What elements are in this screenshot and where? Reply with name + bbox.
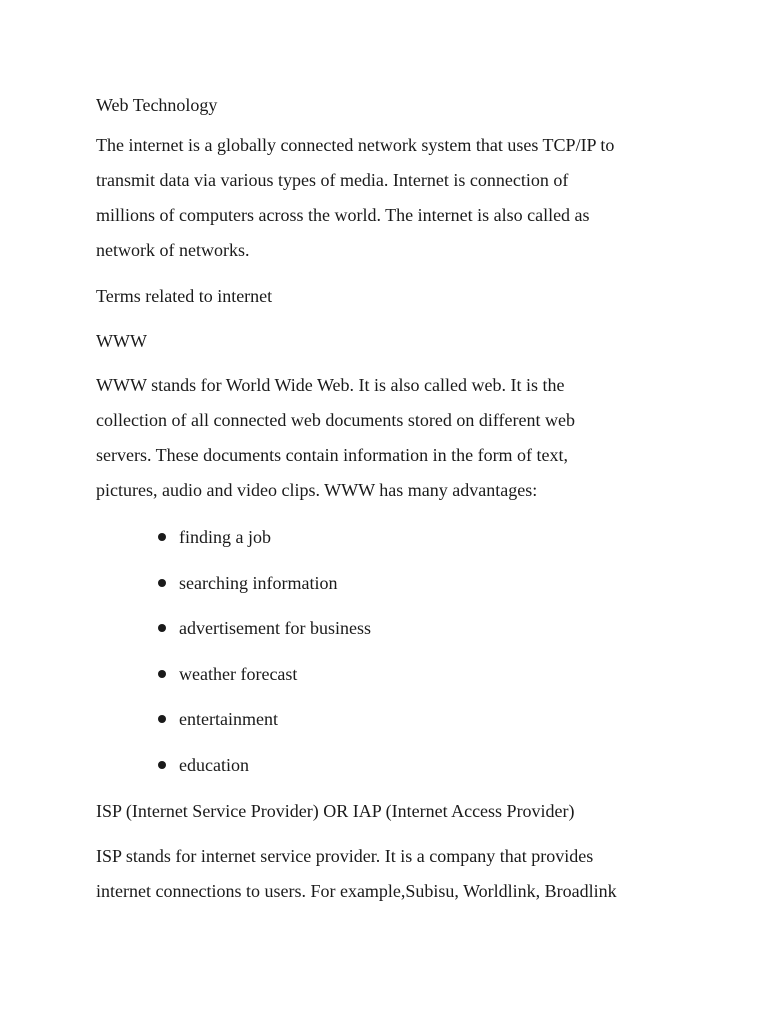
www-paragraph [96,368,686,508]
list-item [96,750,371,796]
list-item-label: entertainment [179,709,278,729]
list-item [96,613,371,659]
bullet-icon [158,533,166,541]
bullet-icon [158,670,166,678]
bullet-icon [158,579,166,587]
list-item [96,568,371,614]
paragraph-line: transmit data via various types of media. Internet is connection of [96,170,569,190]
list-item [96,704,371,750]
paragraph-line: pictures, audio and video clips. WWW has many advantages: [96,480,538,500]
document-title: Web Technology [96,95,218,115]
section-heading-www: WWW [96,331,147,351]
list-item-label: weather forecast [179,663,298,684]
isp-paragraph [96,839,686,909]
list-item [96,522,371,568]
advantages-list [96,522,371,795]
paragraph-line: The internet is a globally connected network system that uses TCP/IP to [96,135,615,155]
intro-paragraph [96,128,686,268]
bullet-icon [158,761,166,769]
paragraph-line: servers. These documents contain information in the form of text, [96,445,569,465]
paragraph-line: collection of all connected web documents stored on different web [96,410,576,430]
paragraph-line: network of networks. [96,240,250,260]
list-item-label: finding a job [179,527,271,547]
paragraph-line: millions of computers across the world. The internet is also called as [96,205,590,225]
bullet-icon [158,715,166,723]
section-heading-terms: Terms related to internet [96,286,273,306]
paragraph-line: ISP stands for internet service provider. It is a company that provides [96,846,594,866]
paragraph-line: WWW stands for World Wide Web. It is also called web. It is the [96,375,565,395]
paragraph-line: internet connections to users. For example,Subisu, Worldlink, Broadlink [96,881,617,901]
list-item-label: searching information [179,572,338,593]
list-item-label: advertisement for business [179,618,371,638]
bullet-icon [158,624,166,632]
list-item-label: education [179,754,249,775]
list-item [96,659,371,705]
section-heading-isp: ISP (Internet Service Provider) OR IAP (Internet Access Provider) [96,801,575,821]
